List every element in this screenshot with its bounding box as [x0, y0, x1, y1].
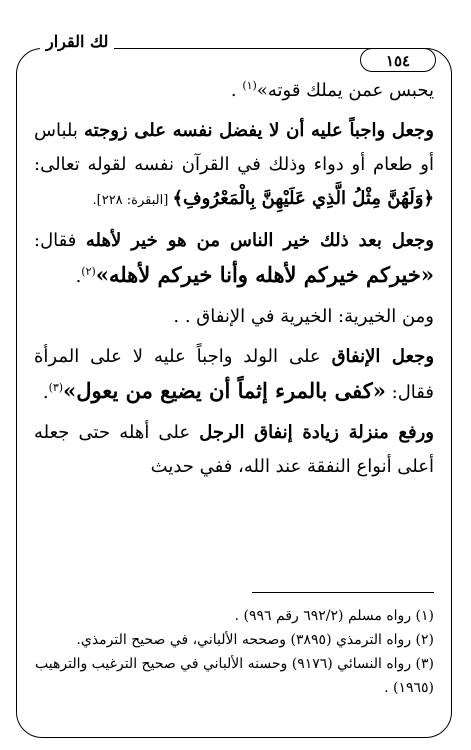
- paragraph-3: وجعل بعد ذلك خير الناس من هو خير لأهله فقال: «خيركم خيركم لأهله وأنا خيركم لأهله»$^{(٢)}$.: [34, 230, 435, 287]
- paragraph-2: وجعل واجباً عليه أن لا يفضل نفسه على زوجته بلباس أو طعام أو دواء وذلك في القرآن نفسه لقوله تعالى: ﴿وَلَهُنَّ مِثْلُ الَّذِي عَلَيْهِنَّ بِالْمَعْرُوفِ﴾ [البقرة: ٢٢٨].: [34, 120, 434, 209]
- footnote-ref-2[interactable]: (٢): [81, 265, 96, 278]
- footnote-3: (٣) رواه النسائي (٩١٧٦) وحسنه الألباني في صحيح الترغيب والترهيب (١٩٦٥) .: [35, 656, 434, 696]
- footnote-divider: [252, 592, 434, 593]
- verse-citation: [البقرة: ٢٢٨].: [92, 193, 173, 208]
- footnote-1: (١) رواه مسلم (٦٩٢/٢ رقم ٩٩٦) .: [234, 608, 434, 624]
- footnote-2: (٢) رواه الترمذي (٣٨٩٥) وصححه الألباني، في صحيح الترمذي.: [76, 632, 434, 648]
- paragraph-5: وجعل الإنفاق على الولد واجباً عليه لا على المرأة فقال: «كفى بالمرء إثماً أن يضيع من يعول»$^{(٣)}$.: [34, 346, 435, 403]
- main-text: [34, 74, 434, 490]
- running-header-title: لك القرار: [40, 32, 114, 51]
- paragraph-6: ورفع منزلة زيادة إنفاق الرجل على أهله حتى جعله أعلى أنواع النفقة عند الله، ففي حديث: [34, 422, 434, 477]
- quran-verse: ﴿وَلَهُنَّ مِثْلُ الَّذِي عَلَيْهِنَّ بِالْمَعْرُوفِ﴾: [172, 188, 434, 209]
- footnotes: [34, 604, 434, 700]
- page-number: ١٥٤: [360, 48, 436, 72]
- paragraph-4: ومن الخيرية: الخيرية في الإنفاق . .: [173, 306, 434, 327]
- footnote-ref-1[interactable]: (١): [242, 79, 257, 92]
- footnote-ref-3[interactable]: (٣): [48, 381, 64, 394]
- hadith-quote-1: «خيركم خيركم لأهله وأنا خيركم لأهله»: [95, 262, 434, 287]
- paragraph-1: يحبس عمن يملك قوته»$^{(١)}$ .: [230, 79, 434, 101]
- hadith-quote-2: «كفى بالمرء إثماً أن يضيع من يعول»: [63, 378, 386, 403]
